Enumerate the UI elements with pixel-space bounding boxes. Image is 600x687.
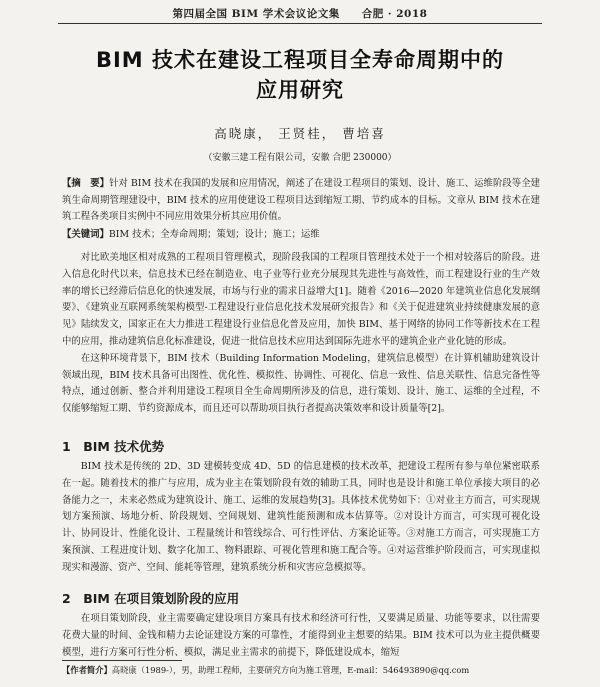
introduction — [62, 250, 540, 418]
section-2-paragraph: 在项目策划阶段，业主需要确定建设项目方案具有技术和经济可行性，又要满足质量、功能等要求，以往需要花费大量的时间、金钱和精力去论证建设方案的可靠性，才能得到业主想要的结果。BIM 技术可以为业主提供概要模型，进行方案可行性分析、模拟，满足业主需求的前提下，降低建设成本，缩短 — [62, 613, 540, 658]
abstract-label: 【摘 要】 — [62, 178, 110, 189]
authors: 高晓康， 王贤桂， 曹培喜 — [214, 126, 386, 141]
paper-title-line-1: BIM 技术在建设工程项目全寿命周期中的 — [95, 48, 505, 72]
section-1-paragraph: BIM 技术是传统的 2D、3D 建模转变成 4D、5D 的信息建模的技术改革，把建设工程所有参与单位紧密联系在一起。随着技术的推广与应用，成为业主在策划阶段有效的辅助工具，同时也是设计和施工单位承接大项目的必备能力之一，未来必然成为建筑设计、施工、运维的发展趋势[3]。具体技术优势如下：①对业主方而言，可实现规划方案预演、场地分析、阶段规划、空间规划、建筑性能预测和成本估算等。②对设计方而言，可实现可视化设计、协同设计、性能化设计、工程量统计和管线综合、可行性评估、方案论证等。③对施工方而言，可实现施工方案预演、工程进度计划、数字化加工、物料跟踪、可视化管理和施工配合等。④对运营维护阶段而言，可实现虚拟现实和漫游、资产、空间、能耗等管理，建筑系统分析和灾害应急模拟等。 — [62, 461, 540, 573]
keywords-text: BIM 技术；全寿命周期；策划；设计；施工；运维 — [108, 229, 320, 240]
section-1-body — [62, 459, 540, 577]
running-header: 第四届全国 BIM 学术会议论文集 合肥 · 2018 — [172, 8, 428, 20]
intro-paragraph-2: 在这种环境背景下，BIM 技术（Building Information Modeling，建筑信息模型）在计算机辅助建筑设计领域出现，BIM 技术具备可出图性、优化性、模拟性、协调性、可视化、信息一致性、信息关联性、信息完备性等特点，通过创新、整合并利用建设工程项目全生命周期所涉及的信息，进行策划、设计、施工、运维的全过程，不仅能够缩短工期、节约资源成本，而且还可以帮助项目执行者提高决策效率和设计质量等[2]。 — [62, 352, 540, 415]
keywords — [62, 227, 540, 244]
section-2-body — [62, 611, 540, 661]
intro-paragraph-1: 对比欧美地区相对成熟的工程项目管理模式，现阶段我国的工程项目管理技术处于一个相对较落后的阶段。进入信息化时代以来，信息技术已经在制造业、电子业等行业充分展现其先进性与高效性，而工程建设行业的生产效率的增长已经滞后信息化的快速发展，市场与行业的需求日益增大[1]。随着《2016—2020 年建筑业信息化发展纲要》、《建筑业互联网系统架构模型-工程建设行业信息化技术发展研究报告》和《关于促进建筑业持续健康发展的意见》陆续发文，国家正在大力推进工程建设行业信息化普及应用，加快 BIM、基于网络的协同工作等新技术在工程中的应用，推动建筑信息化标准建设，促进一批信息技术应用达到国际先进水平的建筑企业产业化链的形成。 — [62, 252, 540, 347]
abstract-text: 针对 BIM 技术在我国的发展和应用情况，阐述了在建设工程项目的策划、设计、施工、运维阶段等全建筑生命周期管理建设中，BIM 技术的应用使建设工程项目达到缩短工期、节约成本的目标。文章从 BIM 技术在建筑工程各类项目实例中不同应用效果分析其应用价值。 — [62, 178, 540, 222]
paper-title-line-2: 应用研究 — [256, 78, 344, 102]
section-1-heading: 1 BIM 技术优势 — [62, 439, 165, 454]
author-footnote — [62, 664, 540, 676]
affiliation: （安徽三建工程有限公司，安徽 合肥 230000） — [203, 153, 397, 163]
header-rule — [58, 23, 542, 24]
footnote-rule — [62, 660, 182, 661]
keywords-label: 【关键词】 — [62, 229, 109, 240]
section-2-heading: 2 BIM 在项目策划阶段的应用 — [62, 591, 240, 606]
footnote-text: 高晓康（1989-），男，助理工程师，主要研究方向为施工管理，E-mail：546493890@qq.com — [111, 665, 470, 675]
footnote-label: 【作者简介】 — [62, 665, 112, 675]
abstract — [62, 176, 540, 226]
